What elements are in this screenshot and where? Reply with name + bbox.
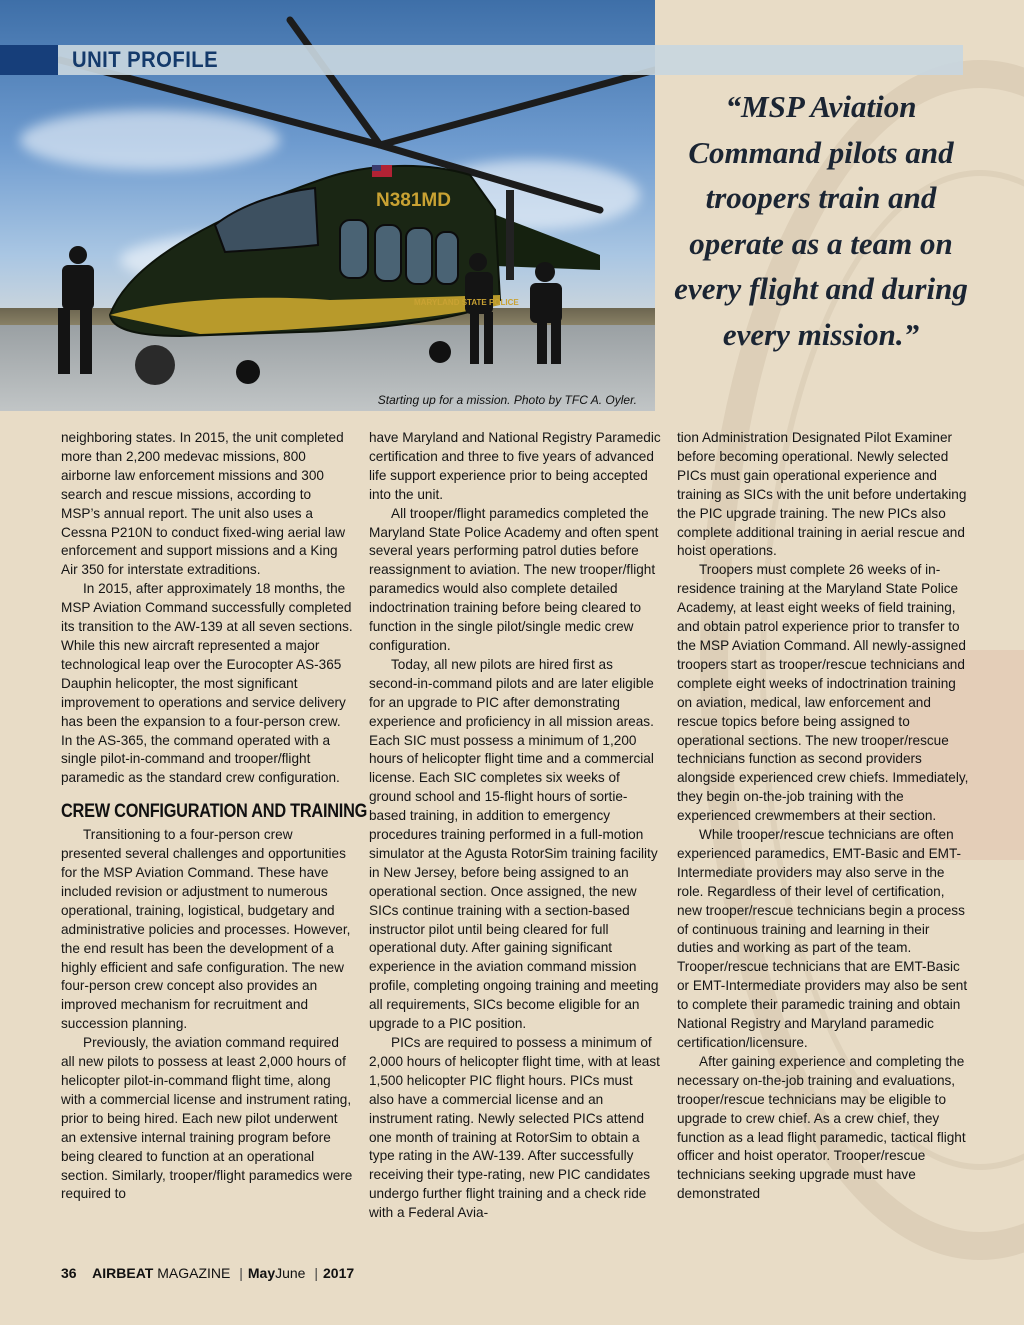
issue-month-first: May [247,1265,276,1281]
issue-year: 2017 [323,1265,355,1281]
photo-caption: Starting up for a mission. Photo by TFC A. Oyler. [377,393,637,407]
page-number: 36 [61,1265,77,1281]
paragraph: PICs are required to possess a minimum of 2,000 hours of helicopter flight time, with at least 1,500 helicopter PIC flight hours. PICs must also have a commercial license and an instrument rating. Newly selected PICs attend one month of training at RotorSim to obtain a type rating in the AW-139. After successfully receiving their type-rating, new PIC candidates undergo further flight training and a check ride with a Federal Avia- [369,1035,660,1221]
paragraph: tion Administration Designated Pilot Examiner before becoming operational. Newly selected PICs must gain operational experience and training as SICs with the unit before undertaking the PIC upgrade training. The new PICs also complete additional training in aerial rescue and hoist operations. [677,430,967,559]
magazine-word: MAGAZINE [157,1265,231,1281]
page-footer [61,1265,354,1281]
paragraph: Transitioning to a four-person crew presented several challenges and opportunities for the MSP Aviation Command. These have included revision or adjustment to numerous operational, training, logistical, budgetary and administrative policies and processes. However, the end result has been the development of a highly efficient and safe configuration. The new four-person crew concept also provides an improved mechanism for recruitment and succession planning. [61,827,351,1032]
section-header-accent [0,45,58,75]
paragraph: have Maryland and National Registry Paramedic certification and three to five years of advanced life support experience prior to being accepted into the unit. [369,430,661,502]
paragraph: Today, all new pilots are hired first as second-in-command pilots and are later eligible for an upgrade to PIC after demonstrating experience and proficiency in all mission areas. Each SIC must possess a minimum of 1,200 hours of helicopter flight time and a commercial license. Each SIC completes six weeks of ground school and 15-flight hours of sortie-based training, in addition to emergency procedures training performed in a full-motion simulator at the Agusta RotorSim training facility in New Jersey, before being assigned to an operational section. Once assigned, the new SICs continue training with a section-based instructor pilot until being cleared for full operational duty. After gaining significant experience in the aviation command mission profile, completing ongoing training and meeting all requirements, SICs become eligible for an upgrade to a PIC position. [369,656,659,1032]
pull-quote: “MSP Aviation Command pilots and troopers train and operate as a team on every flight and during every mission.” [674,89,968,352]
footer-separator-2: | [314,1265,318,1281]
section-heading: CREW CONFIGURATION AND TRAINING [61,801,368,823]
paragraph: After gaining experience and completing the necessary on-the-job training and evaluations, trooper/rescue technicians may be eligible to upgrade to crew chief. As a crew chief, they function as a lead flight paramedic, tactical flight officer and hoist operator. Trooper/rescue technicians seeking upgrade must have demonstrated [677,1053,966,1202]
paragraph: neighboring states. In 2015, the unit completed more than 2,200 medevac missions, 800 airborne law enforcement missions and 300 search and rescue missions, according to MSP’s annual report. The unit also uses a Cessna P210N to conduct fixed-wing aerial law enforcement and support missions and a King Air 350 for interstate extraditions. [61,430,346,578]
section-label: UNIT PROFILE [72,47,219,72]
paragraph: Troopers must complete 26 weeks of in-residence training at the Maryland State Police Academy, at least eight weeks of field training, and obtain patrol experience prior to transfer to the MSP Aviation Command. All newly-assigned troopers start as trooper/rescue technicians and complete eight weeks of indoctrination training on aviation, medical, law enforcement and rescue topics before being assigned to operational sections. The new trooper/rescue technicians function as second providers alongside experienced crew chiefs. Immediately, they begin on-the-job training with the experienced crewmembers at their section. [677,562,969,824]
issue-month-second: June [275,1265,306,1281]
article-column-2 [369,429,661,1223]
magazine-brand: AIRBEAT [92,1265,154,1281]
paragraph: In 2015, after approximately 18 months, the MSP Aviation Command successfully completed its transition to the AW-139 at all seven sections. While this new aircraft represented a major technological leap over the Eurocopter AS-365 Dauphin helicopter, the most significant improvement to operations and service delivery has been the expansion to a four-person crew. In the AS-365, the command operated with a single pilot-in-command and trooper/flight paramedic as the standard crew configuration. [61,581,353,786]
tail-number-text: N381MD [376,190,451,211]
paragraph: Previously, the aviation command required all new pilots to possess at least 2,000 hours of helicopter pilot-in-command flight time, along with a commercial license and instrument rating, prior to being hired. Each new pilot underwent an extensive internal training program before being cleared to function at an operational section. Similarly, trooper/flight paramedics were required to [61,1035,353,1202]
article-column-1 [61,429,368,1204]
paragraph: While trooper/rescue technicians are often experienced paramedics, EMT-Basic and EMT-Intermediate providers may also serve in the role. Regardless of their level of certification, new trooper/rescue technicians begin a process of continuous training and learning in their duties and working as part of the team. Trooper/rescue technicians that are EMT-Basic or EMT-Intermediate providers may also be sent to complete their paramedic training and obtain National Registry and Maryland paramedic certification/licensure. [677,827,968,1050]
paragraph: All trooper/flight paramedics completed the Maryland State Police Academy and often spent several years performing patrol duties before reassignment to aviation. The new trooper/flight paramedics would also complete detailed indoctrination training before being cleared to function in the single pilot/single medic crew configuration. [369,505,659,653]
aircraft-markings-text: MARYLAND STATE POLICE [414,298,519,307]
article-column-3 [677,429,969,1204]
footer-separator: | [239,1265,243,1281]
